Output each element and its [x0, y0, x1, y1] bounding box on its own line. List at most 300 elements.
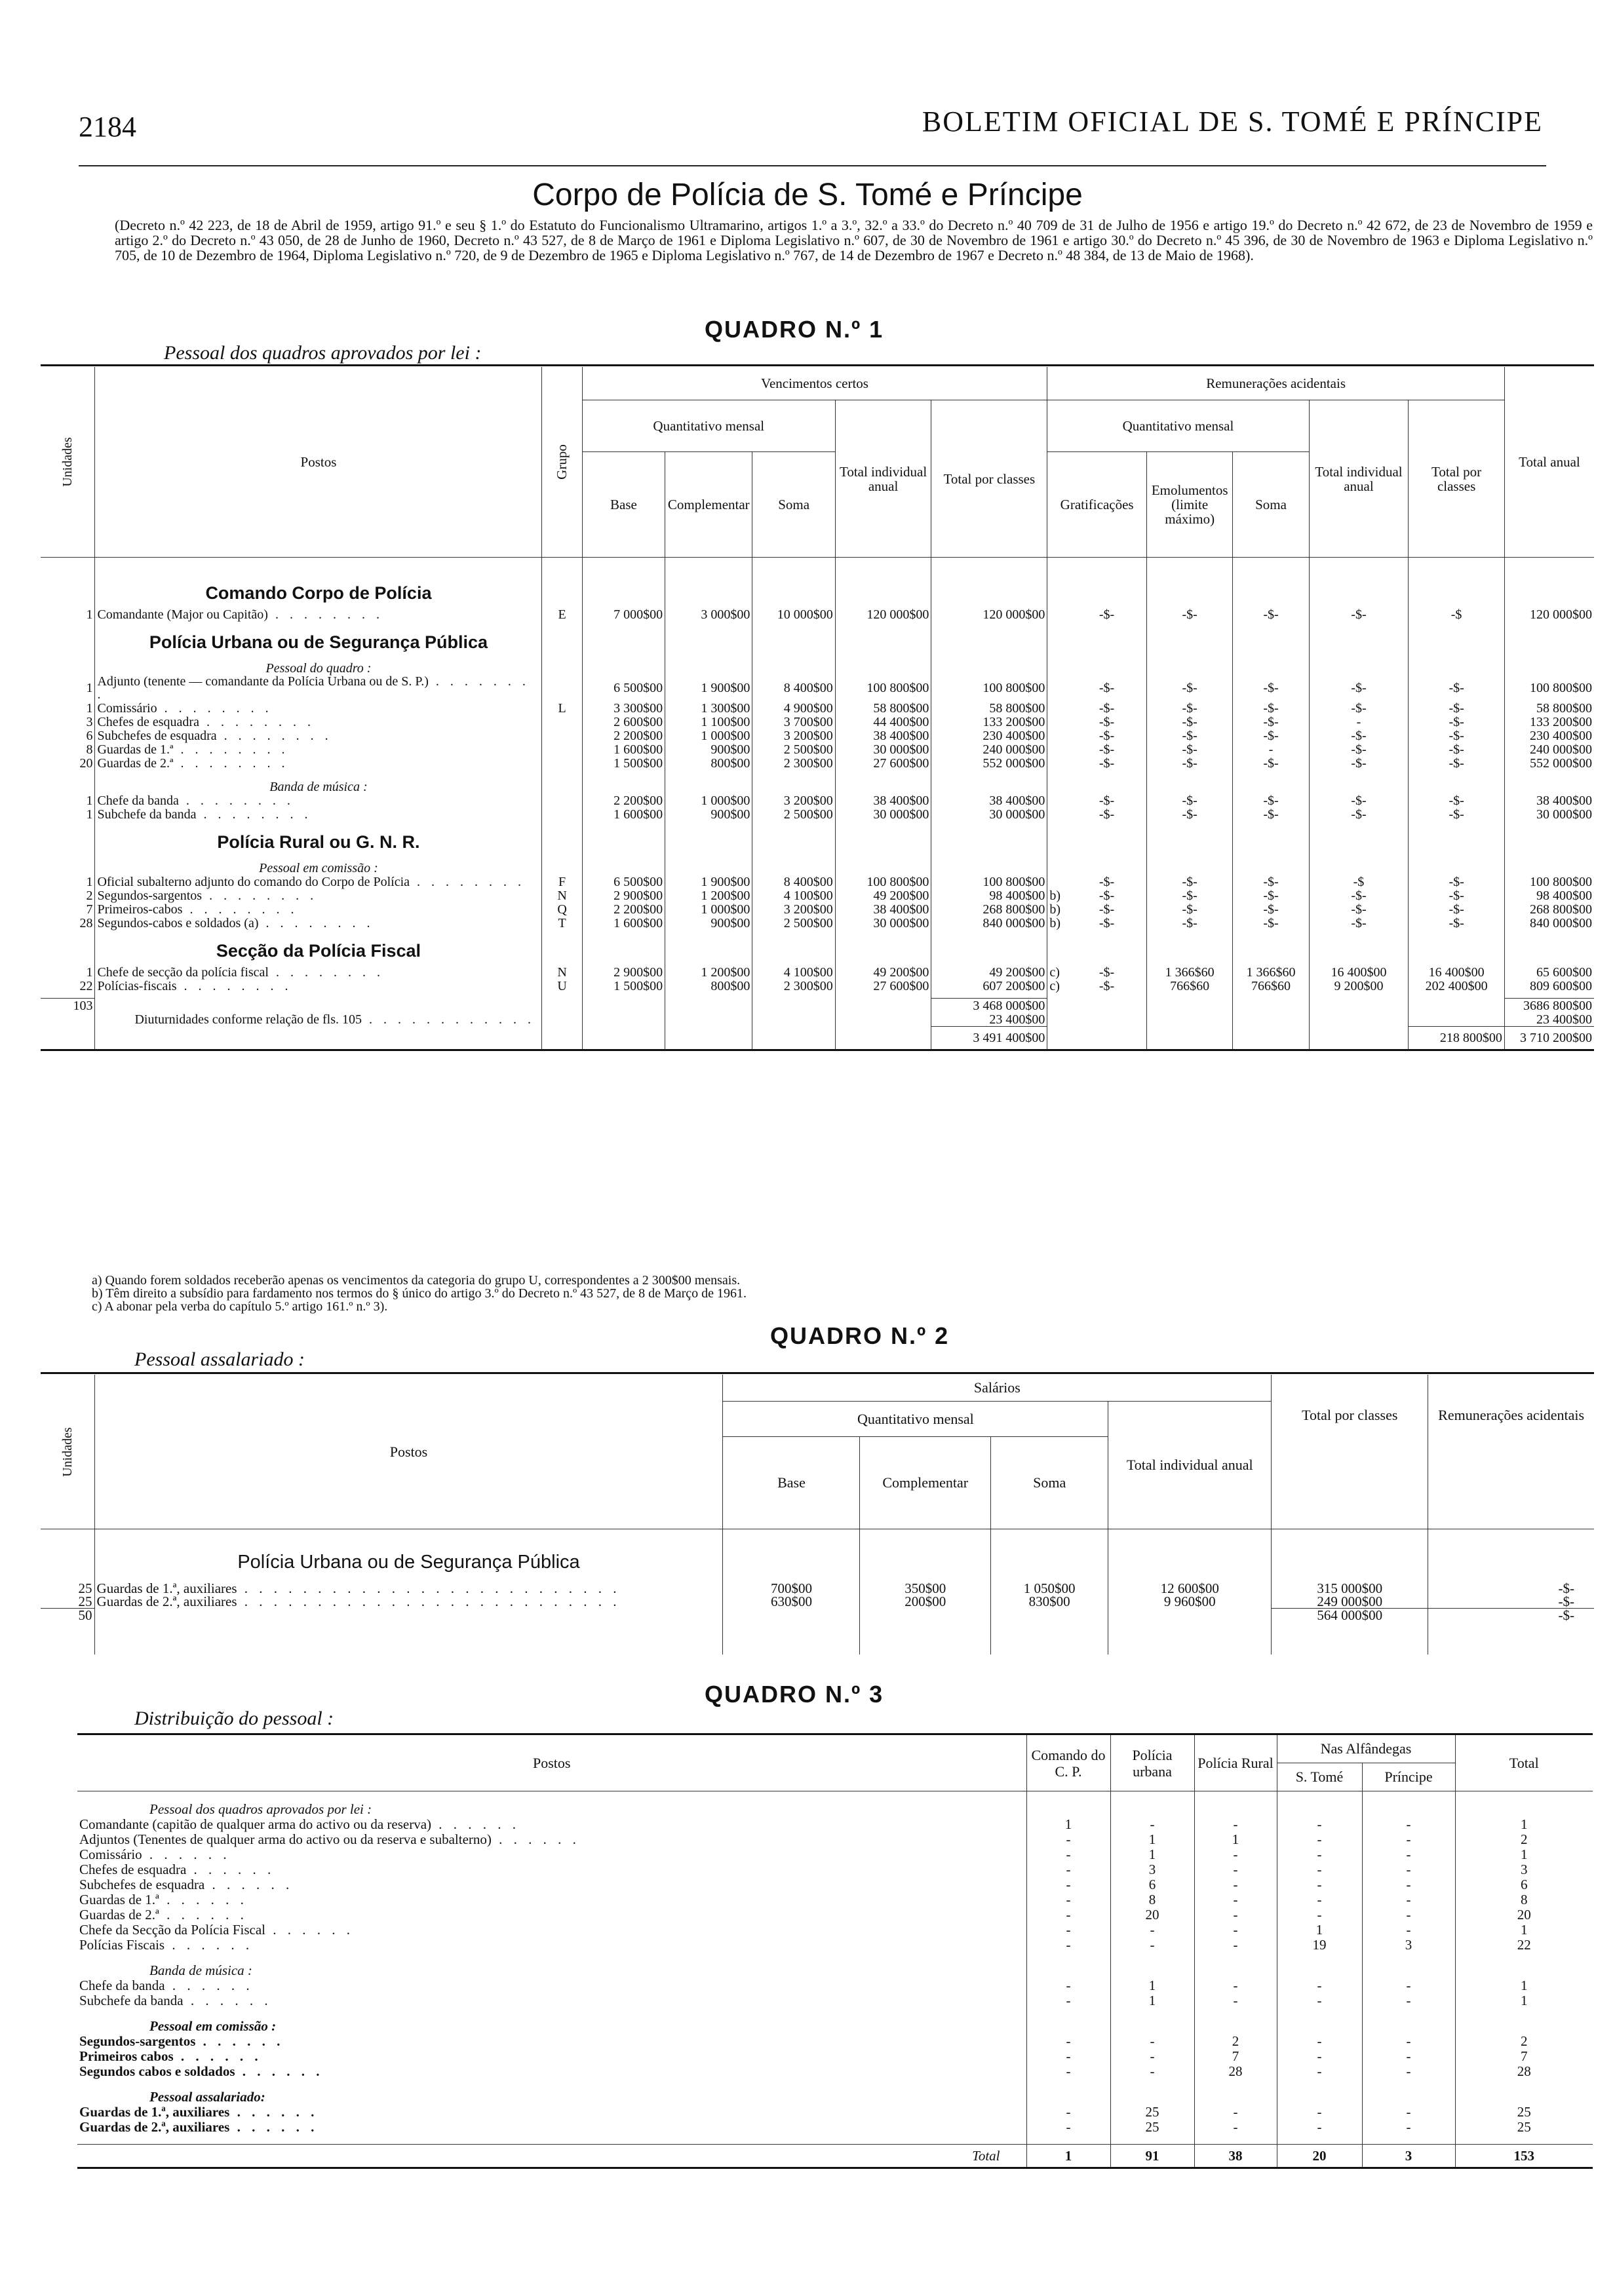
post-label: Subchefe da banda — [97, 807, 197, 822]
q3-col-total: Total — [1455, 1735, 1593, 1791]
value-cell: 49 200$00 — [835, 889, 931, 902]
footnote-ref — [1047, 701, 1067, 715]
q3-table-row: Segundos-sargentos . . . . . . - - 2 - - 2 — [77, 2034, 1593, 2049]
value-cell: 1 500$00 — [582, 979, 665, 993]
subsection-label: Pessoal do quadro : — [95, 657, 542, 675]
q3-table-row: Primeiros cabos . . . . . . - - 7 - - 7 — [77, 2049, 1593, 2064]
q3-count-cell: - — [1277, 1862, 1362, 1877]
value-cell: -$- — [1233, 807, 1309, 821]
footnote-ref — [1047, 807, 1067, 821]
value-cell: - — [1309, 715, 1409, 729]
value-cell: 133 200$00 — [931, 715, 1047, 729]
value-cell: -$- — [1233, 715, 1309, 729]
footnote-ref: c) — [1047, 965, 1067, 979]
q3-col-policia-rural: Polícia Rural — [1194, 1735, 1277, 1791]
value-cell: 30 000$00 — [835, 807, 931, 821]
col-postos: Postos — [95, 367, 542, 558]
col-quantitativo-mensal: Quantitativo mensal — [582, 400, 835, 452]
q1-diuturnidades-row: Diuturnidades conforme relação de fls. 105 . . . . . . . . . . . . 23 400$00 23 400$00 — [41, 1012, 1594, 1027]
value-cell: -$- — [1309, 807, 1409, 821]
q3-post-label: Segundos cabos e soldados — [79, 2063, 235, 2079]
q3-count-cell: - — [1026, 1847, 1110, 1862]
q3-count-cell: - — [1110, 2049, 1194, 2064]
q3-table-row: Segundos cabos e soldados . . . . . . - - 28 - - 28 — [77, 2064, 1593, 2079]
q3-count-cell: - — [1026, 1993, 1110, 2008]
value-cell: 240 000$00 — [931, 742, 1047, 756]
q3-count-cell: 1 — [1455, 1923, 1593, 1938]
value-cell: -$ — [1409, 607, 1505, 621]
total-cell: 3 710 200$00 — [1504, 1027, 1594, 1050]
value-cell: 900$00 — [665, 807, 752, 821]
note-a: a) Quando forem soldados receberão apenas os vencimentos da categoria do grupo U, correspondentes a 2 300$00 mensais. — [92, 1273, 741, 1288]
value-cell: 1 600$00 — [582, 742, 665, 756]
value-cell: -$- — [1146, 916, 1232, 930]
value-cell: 766$60 — [1233, 979, 1309, 993]
value-cell: -$- — [1099, 728, 1115, 743]
value-cell: 1 000$00 — [665, 902, 752, 916]
value-cell: 1 200$00 — [665, 889, 752, 902]
value-cell: 4 100$00 — [752, 889, 835, 902]
value-cell: 100 800$00 — [931, 875, 1047, 889]
value-cell: 2 200$00 — [582, 729, 665, 742]
value-cell: 3 200$00 — [752, 902, 835, 916]
quadro-2-title: QUADRO N.º 2 — [770, 1322, 950, 1349]
value-cell: 800$00 — [665, 979, 752, 993]
q3-count-cell: 22 — [1455, 1938, 1593, 1953]
value-cell: 120 000$00 — [1504, 607, 1594, 621]
q3-table-row: Subchefe da banda . . . . . . - 1 - - - 1 — [77, 1993, 1593, 2008]
q1-section-title — [41, 626, 1594, 657]
q3-subsection-label: Pessoal assalariado: — [149, 2089, 265, 2105]
value-cell: 2 200$00 — [582, 902, 665, 916]
q3-count-cell: - — [1026, 2034, 1110, 2049]
value-cell: 9 200$00 — [1309, 979, 1409, 993]
q1-table-row: 1 Adjunto (tenente — comandante da Polícia Urbana ou de S. P.) . . . . . . . . 6 500$00 1 900$00 8 400$00 100 800$00 100 800$00 -$- -$- -$- -$- -$- 100 800$00 — [41, 675, 1594, 701]
q3-count-cell: - — [1026, 1907, 1110, 1923]
col-quantitativo-mensal-2: Quantitativo mensal — [1047, 400, 1309, 452]
q3-count-cell: - — [1277, 1847, 1362, 1862]
post-label: Subchefes de esquadra — [97, 728, 217, 743]
q3-count-cell: - — [1277, 2120, 1362, 2135]
value-cell: 49 200$00 — [931, 965, 1047, 979]
value-cell: 133 200$00 — [1504, 715, 1594, 729]
value-cell: 230 400$00 — [1504, 729, 1594, 742]
value-cell: -$- — [1309, 756, 1409, 770]
q3-post-label: Adjuntos (Tenentes de qualquer arma do activo ou da reserva e subalterno) — [79, 1831, 492, 1847]
q3-count-cell: - — [1026, 2064, 1110, 2079]
group-letter — [542, 742, 582, 756]
total-cell: 3 491 400$00 — [931, 1027, 1047, 1050]
q3-count-cell: - — [1026, 1832, 1110, 1847]
q3-count-cell: 19 — [1277, 1938, 1362, 1953]
value-cell: 16 400$00 — [1309, 965, 1409, 979]
value-cell: 2 600$00 — [582, 715, 665, 729]
unit-count: 1 — [86, 874, 93, 889]
q3-count-cell: 1 — [1110, 1993, 1194, 2008]
q3-count-cell: - — [1026, 1923, 1110, 1938]
q2-col-complementar: Complementar — [860, 1437, 991, 1529]
value-cell: 4 900$00 — [752, 701, 835, 715]
q3-col-principe: Príncipe — [1362, 1763, 1455, 1791]
total-cell: 3686 800$00 — [1504, 999, 1594, 1013]
q1-table-row: 1 Subchefe da banda . . . . . . . . 1 600$00 900$00 2 500$00 30 000$00 30 000$00 -$- -$- -$- -$- -$- 30 000$00 — [41, 807, 1594, 821]
value-cell: 6 500$00 — [582, 875, 665, 889]
value-cell: -$- — [1099, 714, 1115, 729]
value-cell: 98 400$00 — [1504, 889, 1594, 902]
value-cell: 202 400$00 — [1409, 979, 1505, 993]
q3-count-cell: 25 — [1110, 2105, 1194, 2120]
post-label: Segundos-sargentos — [97, 888, 203, 903]
value-cell: 2 300$00 — [752, 756, 835, 770]
diuturnidades-label: Diuturnidades conforme relação de fls. 105 — [134, 1012, 362, 1027]
value-cell: -$- — [1099, 756, 1115, 771]
col-vencimentos-certos: Vencimentos certos — [582, 367, 1047, 400]
q3-col-policia-urbana: Polícia urbana — [1110, 1735, 1194, 1791]
value-cell: 30 000$00 — [1504, 807, 1594, 821]
value-cell: -$- — [1146, 607, 1232, 621]
footnote-ref — [1047, 607, 1067, 621]
value-cell: 100 800$00 — [931, 675, 1047, 701]
q3-subsection-label: Banda de música : — [149, 1962, 252, 1978]
footnote-ref — [1047, 875, 1067, 889]
value-cell: -$- — [1146, 701, 1232, 715]
q3-count-cell: - — [1362, 1877, 1455, 1892]
value-cell: 100 800$00 — [835, 875, 931, 889]
value-cell: 1 600$00 — [582, 916, 665, 930]
group-letter: N — [542, 965, 582, 979]
value-cell: 100 800$00 — [1504, 875, 1594, 889]
post-label: Chefe da banda — [97, 793, 179, 808]
value-cell: 38 400$00 — [931, 794, 1047, 807]
value-cell: -$- — [1146, 756, 1232, 770]
value-cell: -$- — [1146, 675, 1232, 701]
q1-grand-total-row — [41, 1027, 1594, 1050]
q3-count-cell: 7 — [1194, 2049, 1277, 2064]
footnote-ref — [1047, 756, 1067, 770]
q3-count-cell: 2 — [1455, 1832, 1593, 1847]
value-cell: -$- — [1099, 793, 1115, 808]
post-label: Comandante (Major ou Capitão) — [97, 607, 268, 622]
value-cell: 1 900$00 — [665, 875, 752, 889]
q3-count-cell: - — [1277, 1817, 1362, 1832]
unit-count: 1 — [86, 681, 93, 695]
total-cell: 103 — [41, 999, 95, 1013]
q3-count-cell: - — [1026, 1862, 1110, 1877]
journal-title: BOLETIM OFICIAL DE S. TOMÉ E PRÍNCIPE — [922, 105, 1543, 138]
unit-count: 8 — [86, 742, 93, 757]
value-cell: 16 400$00 — [1409, 965, 1505, 979]
q3-count-cell: - — [1194, 1817, 1277, 1832]
unit-count: 1 — [86, 965, 93, 980]
value-cell: -$- — [1146, 794, 1232, 807]
group-letter — [542, 729, 582, 742]
q3-table-row: Chefe da Secção da Polícia Fiscal . . . . . . - - - 1 - 1 — [77, 1923, 1593, 1938]
value-cell: -$ — [1309, 875, 1409, 889]
value-cell: -$- — [1233, 902, 1309, 916]
q3-post-label: Polícias Fiscais — [79, 1937, 165, 1953]
unit-count: 2 — [86, 888, 93, 903]
q3-count-cell: - — [1277, 1832, 1362, 1847]
q1-table-row: 2 Segundos-sargentos . . . . . . . . N 2 900$00 1 200$00 4 100$00 49 200$00 98 400$00 b) -$- -$- -$- -$- -$- 98 400$00 — [41, 889, 1594, 902]
quadro-2-table — [41, 1375, 1594, 1655]
group-letter — [542, 675, 582, 701]
q1-table-row: 28 Segundos-cabos e soldados (a) . . . . . . . . T 1 600$00 900$00 2 500$00 30 000$00 840 000$00 b) -$- -$- -$- -$- -$- 840 000$00 — [41, 916, 1594, 930]
q3-count-cell: - — [1026, 1938, 1110, 1953]
section-title: Secção da Polícia Fiscal — [95, 935, 542, 965]
unit-count: 1 — [86, 607, 93, 622]
q3-table-row: Guardas de 2.ª . . . . . . - 20 - - - 20 — [77, 1907, 1593, 1923]
value-cell: -$- — [1309, 742, 1409, 756]
value-cell: 900$00 — [665, 916, 752, 930]
q3-count-cell: 1 — [1110, 1847, 1194, 1862]
section-title: Polícia Urbana ou de Segurança Pública — [95, 626, 542, 657]
value-cell: 2 900$00 — [582, 889, 665, 902]
value-cell: 30 000$00 — [931, 807, 1047, 821]
q3-count-cell: 1 — [1110, 1832, 1194, 1847]
value-cell: -$- — [1146, 742, 1232, 756]
q3-col-s-tome: S. Tomé — [1277, 1763, 1362, 1791]
q3-count-cell: - — [1194, 1978, 1277, 1993]
q3-count-cell: 8 — [1455, 1892, 1593, 1907]
q3-table-row: Chefe da banda . . . . . . - 1 - - - 1 — [77, 1978, 1593, 1993]
total-cell: 23 400$00 — [1504, 1012, 1594, 1027]
q3-count-cell: 20 — [1110, 1907, 1194, 1923]
page-number: 2184 — [79, 111, 136, 143]
value-cell: 58 800$00 — [835, 701, 931, 715]
section-title: Polícia Rural ou G. N. R. — [95, 826, 542, 856]
q3-total-cell: 91 — [1110, 2145, 1194, 2168]
value-cell: -$- — [1309, 729, 1409, 742]
post-label: Comissário — [97, 700, 157, 716]
q3-table-row: Comissário . . . . . . - 1 - - - 1 — [77, 1847, 1593, 1862]
q3-count-cell: - — [1026, 2120, 1110, 2135]
group-letter: E — [542, 607, 582, 621]
q3-post-label: Comissário — [79, 1846, 142, 1862]
value-cell: 2 500$00 — [752, 807, 835, 821]
value-cell: -$- — [1309, 889, 1409, 902]
q2-total-row: 50 564 000$00 -$- — [41, 1609, 1594, 1622]
q3-count-cell: 3 — [1110, 1862, 1194, 1877]
q3-count-cell: 1 — [1110, 1978, 1194, 1993]
value-cell: -$- — [1099, 607, 1115, 622]
value-cell: 65 600$00 — [1504, 965, 1594, 979]
group-letter: T — [542, 916, 582, 930]
q3-count-cell: - — [1110, 1817, 1194, 1832]
value-cell: -$- — [1099, 888, 1115, 903]
value-cell: 44 400$00 — [835, 715, 931, 729]
value-cell: 552 000$00 — [931, 756, 1047, 770]
q1-table-row: 22 Polícias-fiscais . . . . . . . . U 1 500$00 800$00 2 300$00 27 600$00 607 200$00 c) -$- 766$60 766$60 9 200$00 202 400$00 809 600$00 — [41, 979, 1594, 993]
value-cell: -$- — [1146, 715, 1232, 729]
value-cell: -$- — [1146, 889, 1232, 902]
unit-count: 22 — [79, 978, 93, 993]
value-cell: -$- — [1099, 874, 1115, 889]
value-cell: - — [1233, 742, 1309, 756]
value-cell: 809 600$00 — [1504, 979, 1594, 993]
value-cell: 100 800$00 — [835, 675, 931, 701]
q3-count-cell: 2 — [1194, 2034, 1277, 2049]
q3-table-row: Polícias Fiscais . . . . . . - - - 19 3 22 — [77, 1938, 1593, 1953]
value-cell: -$- — [1309, 701, 1409, 715]
q3-col-alfandegas: Nas Alfândegas — [1277, 1735, 1455, 1763]
quadro-2-caption: Pessoal assalariado : — [134, 1349, 305, 1370]
q3-count-cell: - — [1362, 1978, 1455, 1993]
q2-col-quantitativo-mensal: Quantitativo mensal — [723, 1402, 1108, 1437]
q3-count-cell: - — [1362, 1923, 1455, 1938]
col-soma: Soma — [752, 452, 835, 558]
value-cell: 900$00 — [665, 742, 752, 756]
group-letter: N — [542, 889, 582, 902]
q2-col-base: Base — [723, 1437, 860, 1529]
col-total-individual-anual: Total individual anual — [835, 400, 931, 558]
value-cell: -$- — [1409, 916, 1505, 930]
value-cell: -$- — [1146, 729, 1232, 742]
value-cell: -$- — [1309, 607, 1409, 621]
value-cell: 1 900$00 — [665, 675, 752, 701]
footnote-ref — [1047, 729, 1067, 742]
group-letter — [542, 715, 582, 729]
q3-count-cell: - — [1277, 1877, 1362, 1892]
value-cell: 30 000$00 — [835, 742, 931, 756]
value-cell: 1 600$00 — [582, 807, 665, 821]
q3-count-cell: 1 — [1455, 1993, 1593, 2008]
q3-count-cell: 1 — [1026, 1817, 1110, 1832]
q1-section-title — [41, 577, 1594, 607]
unit-count: 1 — [86, 793, 93, 808]
col-total-individual-anual-2: Total individual anual — [1309, 400, 1409, 558]
q1-table-row: 1 Chefe de secção da polícia fiscal . . . . . . . . N 2 900$00 1 200$00 4 100$00 49 200$00 49 200$00 c) -$- 1 366$60 1 366$60 16 400$00 16 400$00 65 600$00 — [41, 965, 1594, 979]
q3-post-label: Comandante (capitão de qualquer arma do activo ou da reserva) — [79, 1816, 432, 1832]
value-cell: -$- — [1099, 681, 1115, 695]
q3-count-cell: - — [1277, 2105, 1362, 2120]
quadro-3-caption: Distribuição do pessoal : — [134, 1708, 334, 1729]
q3-post-label: Guardas de 1.ª, auxiliares — [79, 2104, 230, 2120]
value-cell: 1 300$00 — [665, 701, 752, 715]
q3-count-cell: - — [1194, 1923, 1277, 1938]
q3-count-cell: - — [1194, 1877, 1277, 1892]
q3-count-cell: 2 — [1455, 2034, 1593, 2049]
value-cell: -$- — [1233, 916, 1309, 930]
value-cell: -$- — [1409, 807, 1505, 821]
q3-total-label: Total — [77, 2145, 1026, 2168]
q3-count-cell: - — [1026, 1877, 1110, 1892]
q3-count-cell: - — [1277, 1978, 1362, 1993]
q3-post-label: Subchefes de esquadra — [79, 1877, 205, 1892]
q3-count-cell: 3 — [1362, 1938, 1455, 1953]
q3-table-row: Guardas de 2.ª, auxiliares . . . . . . - 25 - - - 25 — [77, 2120, 1593, 2135]
q2-row-1: 25 Guardas de 1.ª, auxiliares . . . . . . . . . . . . . . . . . . . . . . . . . . 700$00 350$00 1 050$00 12 600$00 315 000$00 -$- — [41, 1582, 1594, 1595]
footnote-ref — [1047, 675, 1067, 701]
value-cell: -$- — [1233, 875, 1309, 889]
header-rule — [79, 165, 1546, 166]
note-c: c) A abonar pela verba do capítulo 5.º artigo 161.º n.º 3). — [92, 1299, 388, 1314]
quadro-3-table — [77, 1735, 1593, 2169]
q1-table-row: 7 Primeiros-cabos . . . . . . . . Q 2 200$00 1 000$00 3 200$00 38 400$00 268 800$00 b) -$- -$- -$- -$- -$- 268 800$00 — [41, 902, 1594, 916]
value-cell: -$- — [1233, 607, 1309, 621]
value-cell: -$- — [1233, 729, 1309, 742]
value-cell: 840 000$00 — [1504, 916, 1594, 930]
col-soma-2: Soma — [1233, 452, 1309, 558]
post-label: Adjunto (tenente — comandante da Polícia Urbana ou de S. P.) — [97, 674, 429, 689]
value-cell: 10 000$00 — [752, 607, 835, 621]
decree-reference: (Decreto n.º 42 223, de 18 de Abril de 1959, artigo 91.º e seu § 1.º do Estatuto do Funcionalismo Ultramarino, artigos 1.º a 3.º, 32.º a 33.º do Decreto n.º 40 709 de 31 de Julho de 1956 e artigo 19.º do Decreto n.º 42 672, de 23 de Novembro de 1959 e artigo 2.º do Decreto n.º 43 050, de 28 de Junho de 1960, Decreto n.º 43 527, de 8 de Março de 1961 e Diploma Legislativo n.º 607, de 30 de Novembro de 1961 e artigo 30.º do Decreto n.º 45 396, de 30 de Novembro de 1963 e Diploma Legislativo n.º 705, de 10 de Dezembro de 1964, Diploma Legislativo n.º 720, de 9 de Dezembro de 1965 e Diploma Legislativo n.º 767, de 14 de Dezembro de 1967 e Decreto n.º 48 384, de 13 de Maio de 1968). — [115, 217, 1593, 263]
q3-total-cell: 153 — [1455, 2145, 1593, 2168]
value-cell: -$- — [1233, 889, 1309, 902]
value-cell: 58 800$00 — [1504, 701, 1594, 715]
value-cell: 3 000$00 — [665, 607, 752, 621]
value-cell: 58 800$00 — [931, 701, 1047, 715]
value-cell: 2 900$00 — [582, 965, 665, 979]
value-cell: 27 600$00 — [835, 756, 931, 770]
q3-count-cell: - — [1277, 2064, 1362, 2079]
q1-section-title — [41, 826, 1594, 856]
q3-count-cell: - — [1026, 2049, 1110, 2064]
value-cell: 840 000$00 — [931, 916, 1047, 930]
value-cell: 38 400$00 — [1504, 794, 1594, 807]
value-cell: -$- — [1409, 902, 1505, 916]
q1-table-row: 1 Oficial subalterno adjunto do comando do Corpo de Polícia . . . . . . . . F 6 500$00 1 900$00 8 400$00 100 800$00 100 800$00 -$- -$- -$- -$ -$- 100 800$00 — [41, 875, 1594, 889]
total-cell: 3 468 000$00 — [931, 999, 1047, 1013]
q3-total-cell: 38 — [1194, 2145, 1277, 2168]
group-letter — [542, 756, 582, 770]
post-label: Oficial subalterno adjunto do comando do Corpo de Polícia — [97, 874, 410, 889]
q3-count-cell: - — [1110, 2034, 1194, 2049]
value-cell: 2 500$00 — [752, 916, 835, 930]
q3-post-label: Segundos-sargentos — [79, 2033, 196, 2049]
q3-post-label: Chefes de esquadra — [79, 1862, 187, 1877]
q3-table-row: Guardas de 1.ª, auxiliares . . . . . . - 25 - - - 25 — [77, 2105, 1593, 2120]
footnote-ref — [1047, 715, 1067, 729]
q3-count-cell: 1 — [1455, 1978, 1593, 1993]
unit-count: 1 — [86, 700, 93, 716]
value-cell: -$- — [1409, 742, 1505, 756]
q1-subtotal-row — [41, 999, 1594, 1013]
section-title: Comando Corpo de Polícia — [95, 577, 542, 607]
value-cell: -$- — [1409, 701, 1505, 715]
q1-table-row: 3 Chefes de esquadra . . . . . . . . 2 600$00 1 100$00 3 700$00 44 400$00 133 200$00 -$- -$- -$- - -$- 133 200$00 — [41, 715, 1594, 729]
q3-count-cell: - — [1362, 1907, 1455, 1923]
value-cell: 2 500$00 — [752, 742, 835, 756]
col-base: Base — [582, 452, 665, 558]
value-cell: -$- — [1409, 715, 1505, 729]
q2-col-remuneracoes: Remunerações acidentais — [1428, 1375, 1594, 1529]
q3-count-cell: 25 — [1455, 2120, 1593, 2135]
q3-count-cell: 20 — [1455, 1907, 1593, 1923]
value-cell: -$- — [1233, 756, 1309, 770]
value-cell: -$- — [1309, 794, 1409, 807]
value-cell: -$- — [1146, 807, 1232, 821]
value-cell: -$- — [1409, 675, 1505, 701]
value-cell: -$- — [1409, 889, 1505, 902]
q3-count-cell: - — [1277, 1907, 1362, 1923]
q1-table-row: 1 Comandante (Major ou Capitão) . . . . . . . . E 7 000$00 3 000$00 10 000$00 120 000$00 120 000$00 -$- -$- -$- -$- -$ 120 000$00 — [41, 607, 1594, 621]
footnote-ref: b) — [1047, 889, 1067, 902]
group-letter — [542, 807, 582, 821]
q3-count-cell: - — [1194, 2105, 1277, 2120]
q3-count-cell: 1 — [1455, 1817, 1593, 1832]
q3-count-cell: 6 — [1110, 1877, 1194, 1892]
q1-table-row: 1 Chefe da banda . . . . . . . . 2 200$00 1 000$00 3 200$00 38 400$00 38 400$00 -$- -$- -$- -$- -$- 38 400$00 — [41, 794, 1594, 807]
total-cell: 218 800$00 — [1409, 1027, 1505, 1050]
value-cell: 120 000$00 — [931, 607, 1047, 621]
q3-table-row: Subchefes de esquadra . . . . . . - 6 - - - 6 — [77, 1877, 1593, 1892]
q3-post-label: Primeiros cabos — [79, 2048, 174, 2064]
col-total-anual: Total anual — [1504, 367, 1594, 558]
q2-col-total-por-classes: Total por classes — [1272, 1375, 1428, 1529]
value-cell: 230 400$00 — [931, 729, 1047, 742]
q3-count-cell: - — [1194, 1938, 1277, 1953]
value-cell: 766$60 — [1146, 979, 1232, 993]
